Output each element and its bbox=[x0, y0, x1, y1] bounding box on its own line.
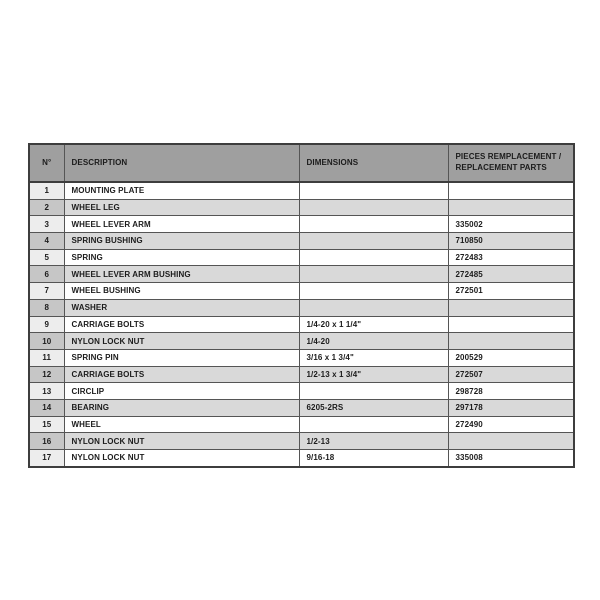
cell-description: WHEEL BUSHING bbox=[64, 283, 299, 300]
cell-dimensions bbox=[299, 182, 448, 199]
table-row bbox=[29, 450, 574, 467]
cell-num: 4 bbox=[29, 233, 64, 250]
table-row bbox=[29, 283, 574, 300]
cell-parts: 272483 bbox=[448, 249, 574, 266]
cell-parts: 272485 bbox=[448, 266, 574, 283]
cell-parts bbox=[448, 333, 574, 350]
cell-parts bbox=[448, 299, 574, 316]
cell-dimensions bbox=[299, 199, 448, 216]
header-row bbox=[29, 144, 574, 182]
cell-parts: 335008 bbox=[448, 450, 574, 467]
table-row bbox=[29, 383, 574, 400]
table-row bbox=[29, 249, 574, 266]
cell-num: 6 bbox=[29, 266, 64, 283]
table-row bbox=[29, 316, 574, 333]
cell-num: 10 bbox=[29, 333, 64, 350]
cell-parts: 200529 bbox=[448, 349, 574, 366]
table-row bbox=[29, 349, 574, 366]
cell-description: MOUNTING PLATE bbox=[64, 182, 299, 199]
cell-parts bbox=[448, 199, 574, 216]
table-row bbox=[29, 182, 574, 199]
cell-dimensions: 1/2-13 bbox=[299, 433, 448, 450]
cell-parts: 297178 bbox=[448, 399, 574, 416]
cell-parts: 335002 bbox=[448, 216, 574, 233]
cell-description: BEARING bbox=[64, 399, 299, 416]
cell-dimensions bbox=[299, 233, 448, 250]
cell-num: 15 bbox=[29, 416, 64, 433]
table-row bbox=[29, 199, 574, 216]
cell-parts: 710850 bbox=[448, 233, 574, 250]
cell-description: SPRING bbox=[64, 249, 299, 266]
cell-num: 17 bbox=[29, 450, 64, 467]
table-row bbox=[29, 366, 574, 383]
cell-dimensions bbox=[299, 266, 448, 283]
cell-num: 7 bbox=[29, 283, 64, 300]
cell-description: SPRING PIN bbox=[64, 349, 299, 366]
cell-dimensions: 9/16-18 bbox=[299, 450, 448, 467]
cell-num: 1 bbox=[29, 182, 64, 199]
cell-parts: 272490 bbox=[448, 416, 574, 433]
cell-dimensions: 6205-2RS bbox=[299, 399, 448, 416]
table-row bbox=[29, 266, 574, 283]
cell-num: 9 bbox=[29, 316, 64, 333]
cell-dimensions bbox=[299, 249, 448, 266]
table-row bbox=[29, 233, 574, 250]
cell-description: CARRIAGE BOLTS bbox=[64, 316, 299, 333]
cell-description: CARRIAGE BOLTS bbox=[64, 366, 299, 383]
cell-parts bbox=[448, 182, 574, 199]
table-row bbox=[29, 216, 574, 233]
cell-dimensions bbox=[299, 416, 448, 433]
cell-description: CIRCLIP bbox=[64, 383, 299, 400]
cell-num: 14 bbox=[29, 399, 64, 416]
column-header-number: N° bbox=[29, 144, 64, 182]
column-header-dimensions: DIMENSIONS bbox=[299, 144, 448, 182]
cell-description: SPRING BUSHING bbox=[64, 233, 299, 250]
cell-num: 5 bbox=[29, 249, 64, 266]
cell-dimensions bbox=[299, 283, 448, 300]
cell-num: 12 bbox=[29, 366, 64, 383]
cell-dimensions: 1/4-20 bbox=[299, 333, 448, 350]
parts-table-body bbox=[29, 182, 574, 467]
cell-num: 16 bbox=[29, 433, 64, 450]
cell-description: WHEEL LEG bbox=[64, 199, 299, 216]
cell-parts: 272507 bbox=[448, 366, 574, 383]
cell-description: WHEEL LEVER ARM BUSHING bbox=[64, 266, 299, 283]
cell-num: 13 bbox=[29, 383, 64, 400]
cell-dimensions bbox=[299, 383, 448, 400]
cell-parts bbox=[448, 316, 574, 333]
parts-table bbox=[28, 143, 575, 468]
cell-description: WHEEL LEVER ARM bbox=[64, 216, 299, 233]
cell-num: 2 bbox=[29, 199, 64, 216]
table-row bbox=[29, 299, 574, 316]
cell-num: 11 bbox=[29, 349, 64, 366]
cell-description: WHEEL bbox=[64, 416, 299, 433]
table-row bbox=[29, 416, 574, 433]
cell-description: WASHER bbox=[64, 299, 299, 316]
table-row bbox=[29, 399, 574, 416]
cell-parts: 272501 bbox=[448, 283, 574, 300]
column-header-description: DESCRIPTION bbox=[64, 144, 299, 182]
cell-dimensions: 1/2-13 x 1 3/4" bbox=[299, 366, 448, 383]
cell-parts: 298728 bbox=[448, 383, 574, 400]
cell-description: NYLON LOCK NUT bbox=[64, 433, 299, 450]
table-row bbox=[29, 433, 574, 450]
cell-num: 3 bbox=[29, 216, 64, 233]
column-header-parts: PIECES REMPLACEMENT / REPLACEMENT PARTS bbox=[448, 144, 574, 182]
cell-dimensions bbox=[299, 216, 448, 233]
parts-table-container bbox=[28, 143, 573, 468]
cell-description: NYLON LOCK NUT bbox=[64, 333, 299, 350]
cell-num: 8 bbox=[29, 299, 64, 316]
cell-dimensions bbox=[299, 299, 448, 316]
table-row bbox=[29, 333, 574, 350]
cell-dimensions: 3/16 x 1 3/4" bbox=[299, 349, 448, 366]
cell-dimensions: 1/4-20 x 1 1/4" bbox=[299, 316, 448, 333]
cell-parts bbox=[448, 433, 574, 450]
cell-description: NYLON LOCK NUT bbox=[64, 450, 299, 467]
